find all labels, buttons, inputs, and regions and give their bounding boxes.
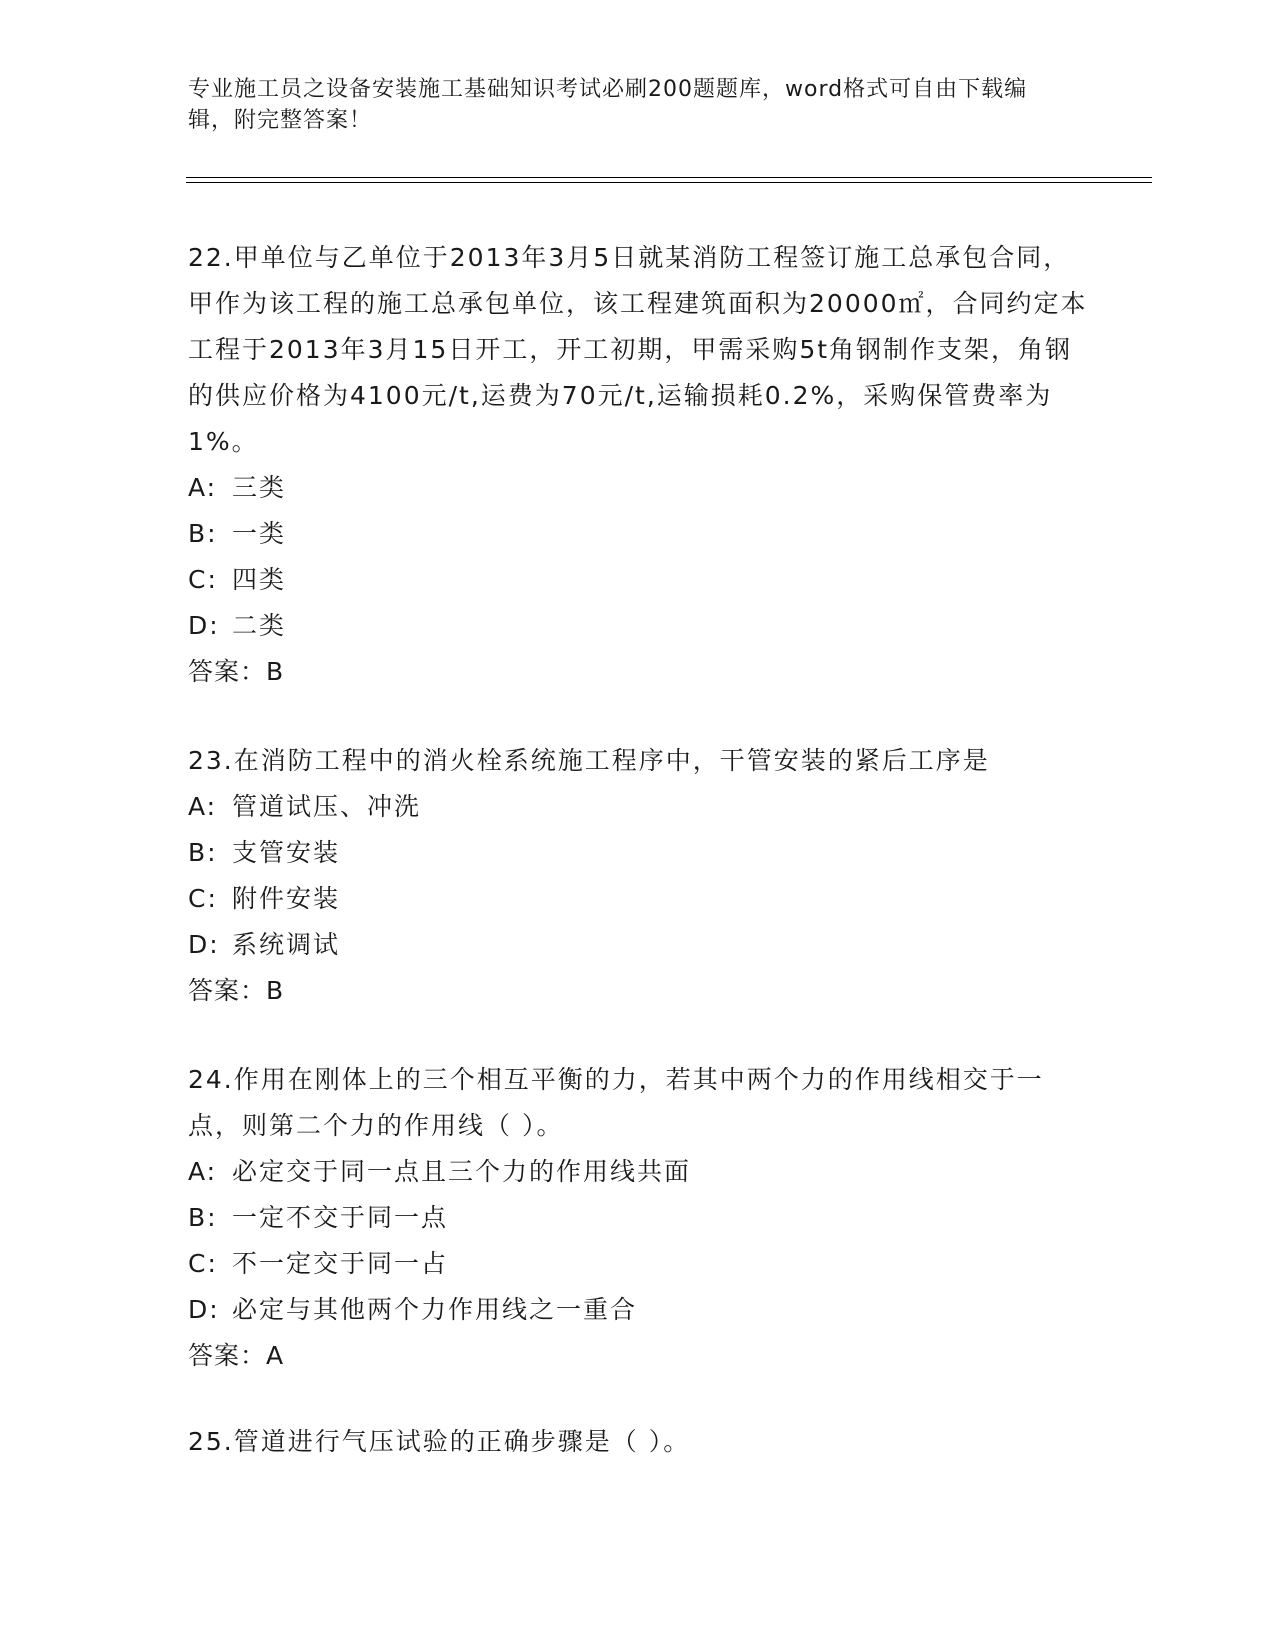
option-a — [188, 784, 1088, 830]
answer: 答案：A — [188, 1341, 285, 1370]
option-text: 四类 — [232, 565, 287, 594]
option-key: B: — [188, 1203, 218, 1232]
option-b — [188, 1195, 1088, 1241]
option-text: 管道试压、冲洗 — [232, 792, 422, 821]
option-a — [188, 1149, 1088, 1195]
question-stem: 25.管道进行气压试验的正确步骤是（ ）。 — [188, 1427, 691, 1456]
option-d — [188, 1287, 1088, 1333]
option-c — [188, 876, 1088, 922]
option-key: C: — [188, 565, 218, 594]
answer: 答案：B — [188, 976, 285, 1005]
option-text: 必定交于同一点且三个力的作用线共面 — [232, 1157, 692, 1186]
question-23 — [188, 738, 1088, 1014]
option-text: 不一定交于同一占 — [232, 1249, 449, 1278]
document-intro: 专业施工员之设备安装施工基础知识考试必刷200题题库，word格式可自由下载编辑，附完整答案！ — [188, 77, 1028, 133]
question-stem: 23.在消防工程中的消火栓系统施工程序中，干管安装的紧后工序是 — [188, 746, 990, 775]
option-text: 系统调试 — [232, 930, 341, 959]
option-text: 支管安装 — [232, 838, 341, 867]
option-c — [188, 1241, 1088, 1287]
option-d — [188, 603, 1088, 649]
option-key: C: — [188, 1249, 218, 1278]
option-key: A: — [188, 792, 218, 821]
question-stem: 22.甲单位与乙单位于2013年3月5日就某消防工程签订施工总承包合同，甲作为该工程的施工总承包单位，该工程建筑面积为20000㎡，合同约定本工程于2013年3月15日开工，开工初期，甲需采购5t角钢制作支架，角钢的供应价格为4100元/t,运费为70元/t,运输损耗0.2%，采购保管费率为1%。 — [188, 243, 1088, 456]
option-text: 一定不交于同一点 — [232, 1203, 449, 1232]
option-d — [188, 922, 1088, 968]
option-c — [188, 557, 1088, 603]
question-25 — [188, 1419, 1088, 1465]
header-rule-top — [186, 177, 1152, 178]
option-key: D: — [188, 1295, 220, 1324]
option-text: 一类 — [232, 519, 287, 548]
question-24 — [188, 1057, 1088, 1379]
question-22 — [188, 235, 1088, 695]
option-text: 三类 — [232, 473, 287, 502]
option-key: B: — [188, 519, 218, 548]
answer: 答案：B — [188, 657, 285, 686]
option-key: A: — [188, 1157, 218, 1186]
option-b — [188, 830, 1088, 876]
header-rule-bottom — [186, 182, 1152, 183]
question-stem: 24.作用在刚体上的三个相互平衡的力，若其中两个力的作用线相交于一点，则第二个力的作用线（ ）。 — [188, 1065, 1044, 1140]
option-key: B: — [188, 838, 218, 867]
option-b — [188, 511, 1088, 557]
option-key: D: — [188, 611, 220, 640]
option-key: C: — [188, 884, 218, 913]
option-a — [188, 465, 1088, 511]
option-text: 二类 — [232, 611, 287, 640]
option-text: 必定与其他两个力作用线之一重合 — [232, 1295, 638, 1324]
option-text: 附件安装 — [232, 884, 341, 913]
option-key: A: — [188, 473, 218, 502]
option-key: D: — [188, 930, 220, 959]
